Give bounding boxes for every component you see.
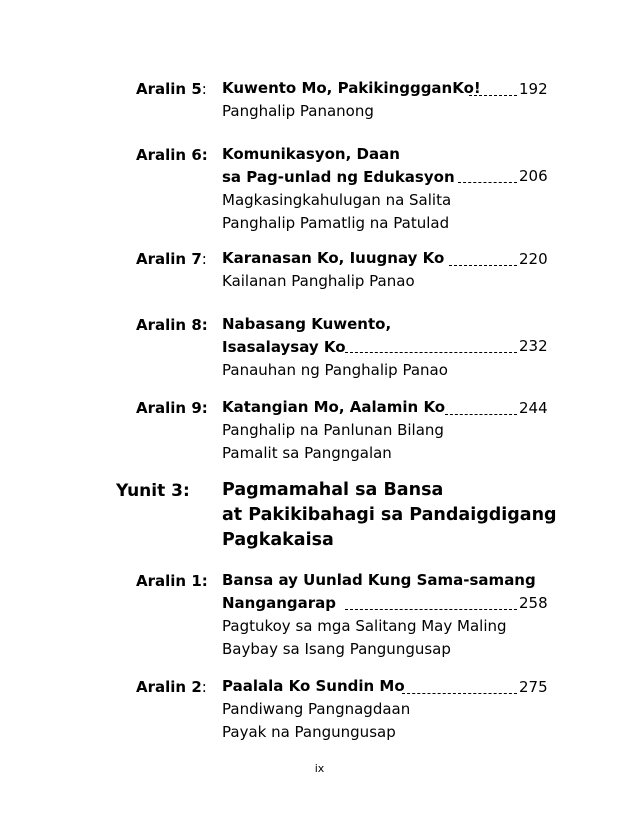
lesson-subtopic: Panghalip Pananong (222, 102, 374, 120)
dot-leader (469, 95, 517, 96)
dot-leader (458, 182, 517, 183)
unit-title: Pagmamahal sa Bansa (222, 480, 444, 500)
page-number: 275 (519, 678, 548, 696)
unit-label: Yunit 3: (116, 481, 190, 501)
lesson-subtopic: Panghalip Pamatlig na Patulad (222, 214, 450, 232)
lesson-title: Katangian Mo, Aalamin Ko (222, 398, 446, 416)
lesson-title: sa Pag-unlad ng Edukasyon (222, 168, 455, 186)
lesson-subtopic: Panauhan ng Panghalip Panao (222, 361, 448, 379)
page-number: 220 (519, 250, 548, 268)
lesson-subtopic: Pandiwang Pangnagdaan (222, 700, 411, 718)
lesson-title: Bansa ay Uunlad Kung Sama-samang (222, 571, 536, 589)
lesson-subtopic: Pagtukoy sa mga Salitang May Maling (222, 617, 507, 635)
unit-title: at Pakikibahagi sa Pandaigdigang (222, 505, 557, 525)
page-number: 258 (519, 594, 548, 612)
footer-page-number: ix (314, 762, 325, 775)
dot-leader (345, 609, 517, 610)
lesson-subtopic: Payak na Pangungusap (222, 723, 396, 741)
lesson-title: Karanasan Ko, Iuugnay Ko (222, 249, 445, 267)
lesson-label: Aralin 7: (136, 250, 207, 268)
unit-title: Pagkakaisa (222, 530, 334, 550)
lesson-subtopic: Baybay sa Isang Pangungusap (222, 640, 451, 658)
page-number: 232 (519, 337, 548, 355)
lesson-label: Aralin 1: (136, 572, 208, 590)
lesson-title: Nabasang Kuwento, (222, 315, 392, 333)
dot-leader (445, 414, 517, 415)
page-number: 192 (519, 80, 548, 98)
dot-leader (449, 265, 517, 266)
lesson-subtopic: Kailanan Panghalip Panao (222, 272, 415, 290)
lesson-title: Isasalaysay Ko (222, 338, 346, 356)
lesson-label: Aralin 6: (136, 146, 208, 164)
page-number: 244 (519, 399, 548, 417)
lesson-subtopic: Pamalit sa Pangngalan (222, 444, 392, 462)
lesson-label: Aralin 2: (136, 678, 207, 696)
dot-leader (402, 693, 517, 694)
lesson-subtopic: Panghalip na Panlunan Bilang (222, 421, 444, 439)
lesson-label: Aralin 9: (136, 399, 208, 417)
lesson-title: Paalala Ko Sundin Mo (222, 677, 405, 695)
lesson-title: Kuwento Mo, PakikinggganKo! (222, 79, 481, 97)
lesson-subtopic: Magkasingkahulugan na Salita (222, 191, 452, 209)
dot-leader (345, 352, 517, 353)
lesson-label: Aralin 5: (136, 80, 207, 98)
lesson-title: Nangangarap (222, 594, 337, 612)
lesson-label: Aralin 8: (136, 316, 208, 334)
page-number: 206 (519, 167, 548, 185)
lesson-title: Komunikasyon, Daan (222, 145, 400, 163)
